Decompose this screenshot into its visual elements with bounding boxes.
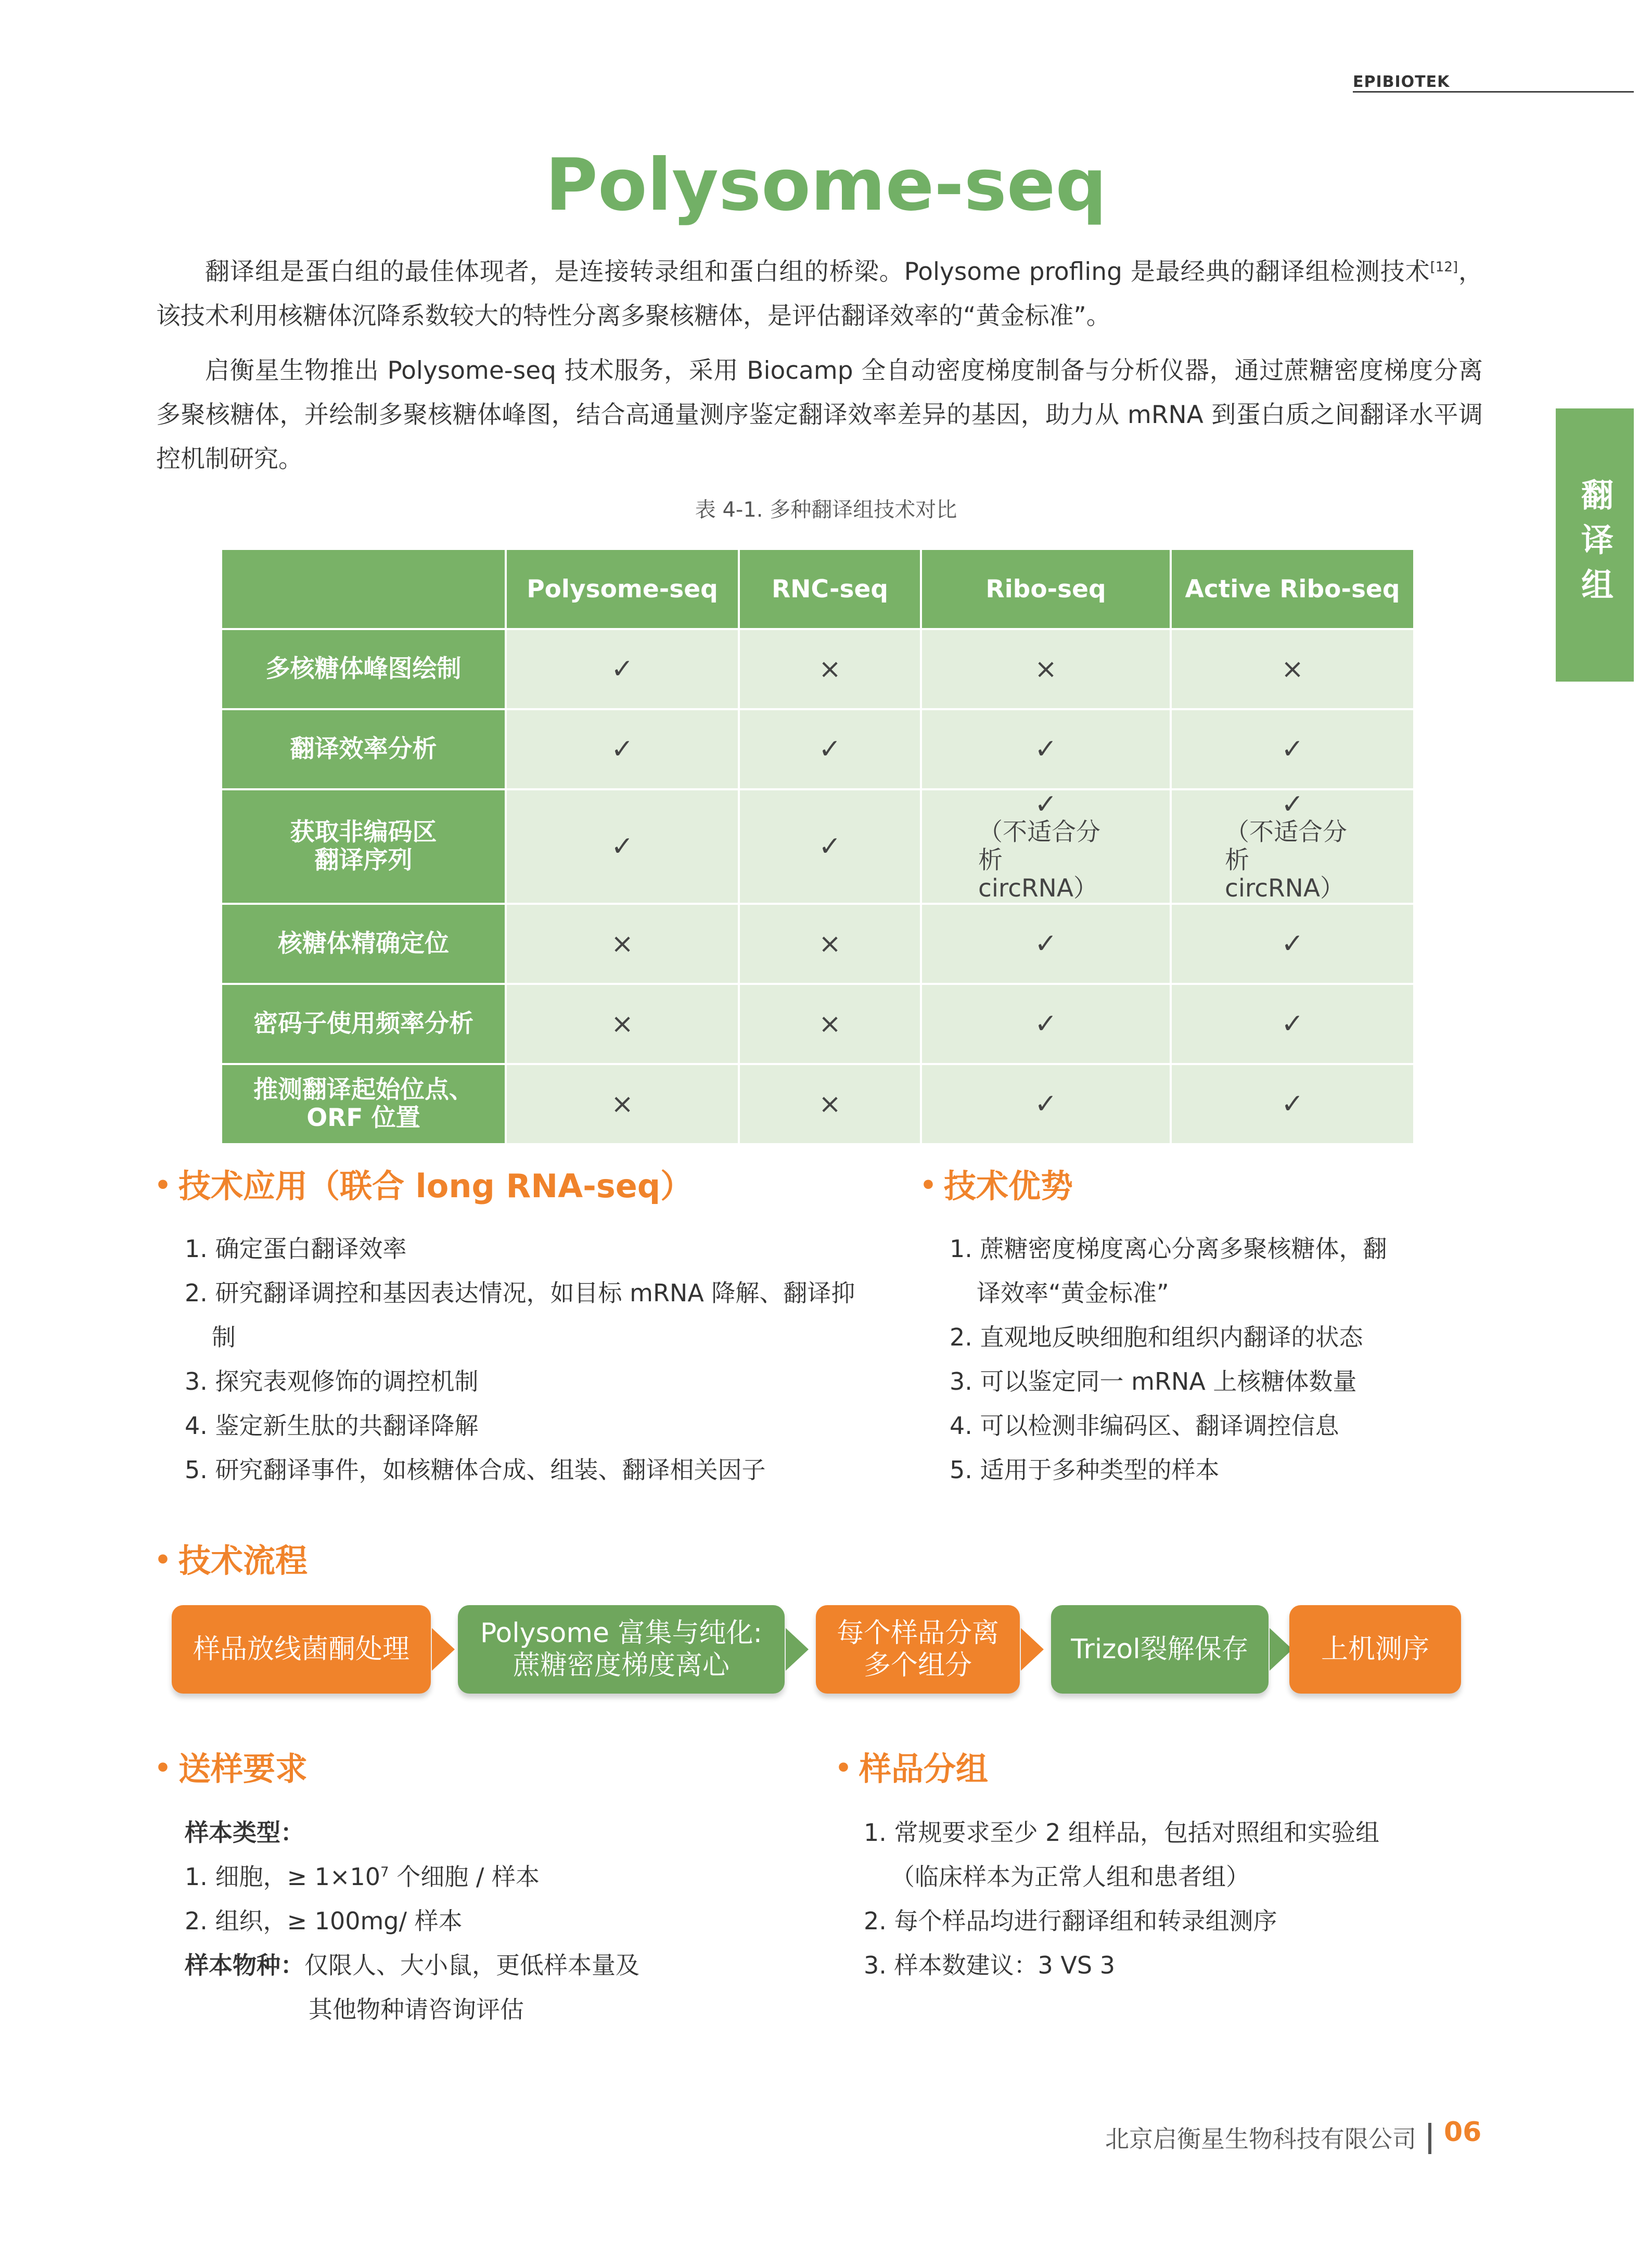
intro-paragraph-2: 启衡星生物推出 Polysome-seq 技术服务，采用 Biocamp 全自动密度梯度制备与分析仪器，通过蔗糖密度梯度分离多聚核糖体，并绘制多聚核糖体峰图，结合高通量测序鉴定翻译效率差异的基因，助力从 mRNA 到蛋白质之间翻译水平调控机制研究。 (156, 356, 1483, 473)
row-label-line: 推测翻译起始位点、 (253, 1075, 473, 1104)
sample-type-label: 样本类型： (185, 1818, 304, 1847)
list-item: 2. 研究翻译调控和基因表达情况，如目标 mRNA 降解、翻译抑制 (185, 1279, 855, 1351)
table-cell: ✓ (1171, 709, 1414, 789)
applications-list (185, 1227, 861, 1492)
intro-paragraph-1 (156, 250, 1483, 338)
row-label (221, 789, 506, 904)
heading-text: 技术应用（联合 long RNA-seq） (178, 1167, 693, 1205)
flow-step-text: Polysome 富集与纯化: (480, 1618, 763, 1649)
table-caption: 表 4-1. 多种翻译组技术对比 (695, 498, 957, 522)
list-item: 2. 每个样品均进行翻译组和转录组测序 (864, 1907, 1277, 1935)
table-cell: ✓ (506, 629, 739, 709)
row-label (221, 904, 506, 984)
row-label-line: 翻译序列 (314, 846, 413, 875)
sample-cell-text: 1. 细胞，≥ 1×10 (185, 1863, 381, 1891)
flow-step-text: Trizol裂解保存 (1071, 1634, 1249, 1665)
list-item: 5. 研究翻译事件，如核糖体合成、组装、翻译相关因子 (185, 1456, 766, 1484)
table-cell (921, 789, 1171, 904)
flow-step-5 (1289, 1605, 1461, 1694)
row-label (221, 629, 506, 709)
bullet-dot-icon: • (155, 1545, 171, 1575)
heading-text: 送样要求 (178, 1750, 308, 1788)
row-label (221, 709, 506, 789)
flow-arrow-icon (432, 1628, 455, 1671)
flow-step-text: 多个组分 (863, 1650, 972, 1681)
section-heading-applications (155, 1160, 693, 1207)
table-cell: ✓ (506, 789, 739, 904)
heading-text: 技术优势 (943, 1167, 1073, 1205)
flow-step-text: 每个样品分离 (836, 1618, 999, 1649)
table-header-cell: Active Ribo-seq (1171, 549, 1414, 629)
side-tab-label: 翻译组 (1576, 478, 1614, 612)
table-row (221, 1064, 1414, 1144)
row-label (221, 984, 506, 1064)
table-cell: × (506, 984, 739, 1064)
bullet-dot-icon: • (835, 1753, 852, 1783)
row-label-line: 获取非编码区 (290, 818, 437, 847)
table-row (221, 709, 1414, 789)
row-label-line: 核糖体精确定位 (278, 929, 449, 958)
sample-species-line (185, 1943, 809, 1988)
list-item: 3. 探究表观修饰的调控机制 (185, 1367, 479, 1395)
table-cell: × (739, 1064, 921, 1144)
page-title: Polysome-seq (545, 143, 1107, 227)
table-cell: ✓ (1171, 1064, 1414, 1144)
sample-cell-unit: 个细胞 / 样本 (389, 1863, 540, 1891)
section-heading-workflow (155, 1535, 308, 1581)
table-cell: ✓ (921, 904, 1171, 984)
table-cell: × (1171, 629, 1414, 709)
table-cell: × (739, 984, 921, 1064)
section-side-tab (1556, 408, 1634, 682)
table-cell: × (506, 1064, 739, 1144)
table-cell (1171, 789, 1414, 904)
sample-cell-exponent: 7 (380, 1864, 389, 1880)
list-item: 3. 样本数建议：3 VS 3 (864, 1951, 1115, 1979)
row-label-line: 密码子使用频率分析 (253, 1009, 473, 1038)
intro-p1-text: 翻译组是蛋白组的最佳体现者，是连接转录组和蛋白组的桥梁。Polysome profling 是最经典的翻译组检测技术 (205, 258, 1430, 286)
flow-arrow-icon (786, 1628, 809, 1671)
sample-species-label: 样本物种： (185, 1951, 304, 1979)
heading-text: 样品分组 (859, 1750, 988, 1788)
table-row (221, 629, 1414, 709)
bullet-dot-icon: • (155, 1170, 171, 1200)
citation-ref: [12] (1430, 259, 1458, 275)
flow-step-2 (458, 1605, 785, 1694)
flow-step-text: 样品放线菌酮处理 (193, 1634, 409, 1665)
table-cell: ✓ (1171, 904, 1414, 984)
cell-mark: ✓ (1281, 789, 1304, 820)
table-cell: ✓ (921, 1064, 1171, 1144)
sample-species-text: 仅限人、大小鼠，更低样本量及 (304, 1951, 639, 1979)
table-header-cell: RNC-seq (739, 549, 921, 629)
row-label-line: 多核糖体峰图绘制 (265, 655, 462, 683)
list-item: 5. 适用于多种类型的样本 (950, 1456, 1220, 1484)
list-item: 4. 鉴定新生肽的共翻译降解 (185, 1412, 479, 1440)
list-item: 2. 直观地反映细胞和组织内翻译的状态 (950, 1323, 1363, 1351)
comparison-table (220, 548, 1415, 1145)
table-row (221, 984, 1414, 1064)
cell-note: （不适合分析 circRNA） (978, 818, 1100, 903)
table-cell: ✓ (739, 789, 921, 904)
flow-step-text: 上机测序 (1321, 1634, 1429, 1665)
advantages-list (950, 1227, 1407, 1492)
cell-note: （不适合分析 circRNA） (1225, 818, 1347, 903)
intro-p1-tail: ，该技术利用核糖体沉降系数较大的特性分离多聚核糖体，是评估翻译效率的“黄金标准”。 (156, 258, 1483, 330)
table-row (221, 904, 1414, 984)
footer-company: 北京启衡星生物科技有限公司 (1105, 2125, 1416, 2153)
list-item: 1. 常规要求至少 2 组样品，包括对照组和实验组（临床样本为正常人组和患者组） (864, 1818, 1380, 1891)
sample-species-line-2: 其他物种请咨询评估 (309, 1995, 524, 2023)
sample-requirements (185, 1811, 809, 2032)
section-heading-grouping (835, 1743, 988, 1789)
brand-name: EPIBIOTEK (1353, 73, 1450, 91)
sample-tissue-line: 2. 组织，≥ 100mg/ 样本 (185, 1907, 463, 1935)
list-item: 3. 可以鉴定同一 mRNA 上核糖体数量 (950, 1367, 1357, 1395)
row-label-line: 翻译效率分析 (290, 735, 437, 763)
table-header-cell: Polysome-seq (506, 549, 739, 629)
section-heading-advantages (920, 1160, 1073, 1207)
page-number: 06 (1444, 2117, 1482, 2148)
table-cell: × (739, 904, 921, 984)
row-label (221, 1064, 506, 1144)
grouping-list (864, 1811, 1415, 1988)
table-header-cell (221, 549, 506, 629)
footer-divider (1428, 2123, 1431, 2154)
flow-arrow-icon (1021, 1628, 1044, 1671)
table-cell: × (739, 629, 921, 709)
cell-mark: ✓ (1034, 789, 1057, 820)
table-cell: ✓ (1171, 984, 1414, 1064)
bullet-dot-icon: • (155, 1753, 171, 1783)
flow-step-3 (816, 1605, 1020, 1694)
sample-cell-line (185, 1855, 809, 1899)
list-item: 4. 可以检测非编码区、翻译调控信息 (950, 1412, 1339, 1440)
section-heading-sample-requirements (155, 1743, 308, 1789)
table-cell: × (506, 904, 739, 984)
table-cell: × (921, 629, 1171, 709)
flow-step-4 (1051, 1605, 1269, 1694)
header-rule (1353, 91, 1634, 93)
table-cell: ✓ (921, 984, 1171, 1064)
table-cell: ✓ (506, 709, 739, 789)
table-header-row (221, 549, 1414, 629)
list-item: 1. 确定蛋白翻译效率 (185, 1235, 407, 1263)
flow-step-1 (172, 1605, 431, 1694)
row-label-line: ORF 位置 (306, 1104, 420, 1132)
bullet-dot-icon: • (920, 1170, 937, 1200)
table-header-cell: Ribo-seq (921, 549, 1171, 629)
table-cell: ✓ (739, 709, 921, 789)
table-row (221, 789, 1414, 904)
heading-text: 技术流程 (178, 1542, 308, 1580)
flow-step-text: 蔗糖密度梯度离心 (513, 1650, 729, 1681)
table-cell: ✓ (921, 709, 1171, 789)
list-item: 1. 蔗糖密度梯度离心分离多聚核糖体，翻译效率“黄金标准” (950, 1235, 1387, 1307)
